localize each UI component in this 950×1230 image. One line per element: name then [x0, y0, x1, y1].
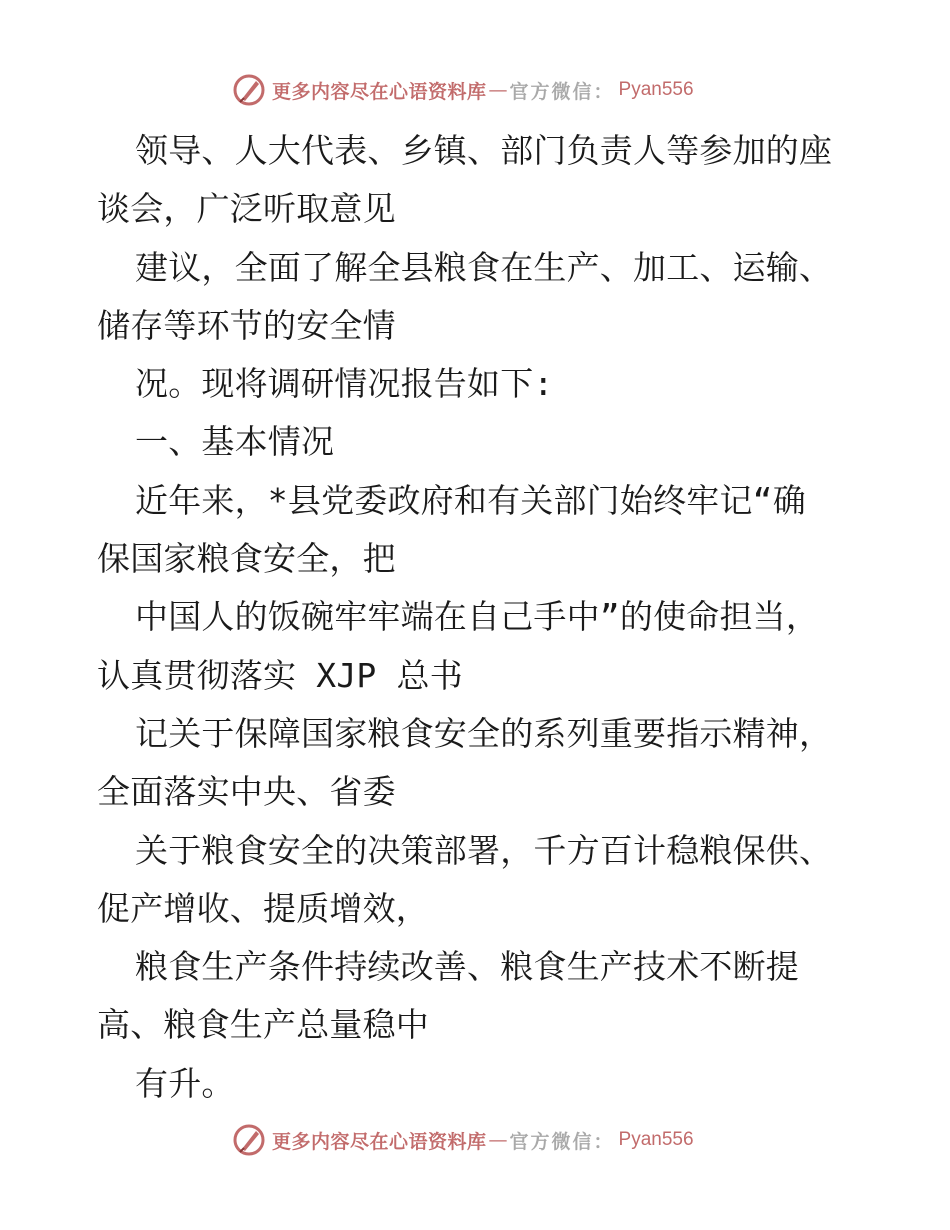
watermark-text: 更多内容尽在心语资料库 — [272, 1130, 487, 1153]
footer-watermark — [232, 1122, 694, 1158]
text-line: 促产增收、提质增效， — [97, 888, 429, 928]
text-line: 认真贯彻落实 XJP 总书 — [97, 655, 463, 695]
text-line: 记关于保障国家粮食安全的系列重要指示精神， — [135, 713, 833, 753]
quill-pen-circle-icon — [232, 73, 266, 107]
text-line: 领导、人大代表、乡镇、部门负责人等参加的座 — [135, 131, 833, 170]
text-line: 高、粮食生产总量稳中 — [97, 1005, 429, 1045]
text-line: 一、基本情况 — [135, 422, 335, 462]
watermark-wechat-id: Pyan556 — [618, 1129, 694, 1150]
text-line: 近年来，*县党委政府和有关部门始终牢记“确 — [135, 480, 806, 520]
text-line: 谈会，广泛听取意见 — [97, 189, 396, 229]
text-line: 保国家粮食安全，把 — [97, 539, 396, 579]
watermark-text: 更多内容尽在心语资料库 — [272, 80, 487, 103]
text-line: 粮食生产条件持续改善、粮食生产技术不断提 — [135, 947, 799, 987]
watermark-wechat-id: Pyan556 — [618, 79, 694, 100]
text-line: 况。现将调研情况报告如下: — [135, 364, 554, 404]
text-line: 有升。 — [135, 1063, 235, 1103]
text-line: 中国人的饭碗牢牢端在自己手中”的使命担当， — [135, 597, 820, 637]
document-body — [97, 122, 857, 1113]
quill-pen-circle-icon — [232, 1123, 266, 1157]
text-line: 全面落实中央、省委 — [97, 772, 396, 812]
watermark-official-label: 官方微信： — [509, 1130, 615, 1153]
text-line: 建议，全面了解全县粮食在生产、加工、运输、 — [135, 247, 833, 287]
watermark-official-label: 官方微信： — [509, 80, 615, 103]
watermark-separator: — — [488, 1129, 508, 1151]
text-line: 关于粮食安全的决策部署，千方百计稳粮保供、 — [135, 830, 833, 870]
text-line: 储存等环节的安全情 — [97, 305, 396, 345]
watermark-separator: — — [488, 79, 508, 101]
header-watermark — [232, 72, 694, 108]
